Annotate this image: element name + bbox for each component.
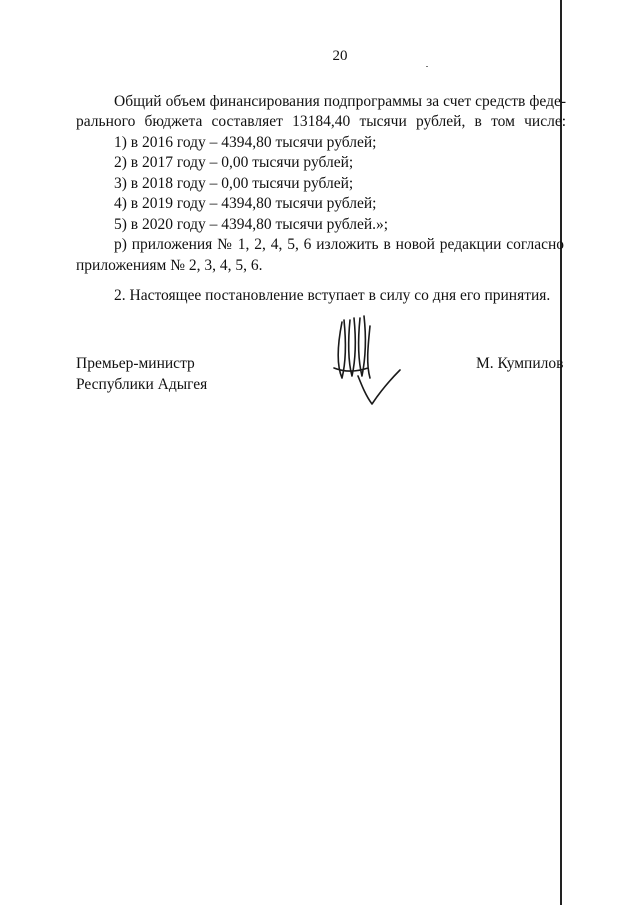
signer-position-line-1: Премьер-министр [76, 355, 195, 372]
paragraph-line-2: рального бюджета составляет 13184,40 тысячи рублей, в том числе: [76, 113, 566, 130]
list-item-2017: 2) в 2017 году – 0,00 тысячи рублей; [114, 154, 354, 171]
list-item-2016: 1) в 2016 году – 4394,80 тысячи рублей; [114, 134, 377, 151]
paragraph-effective-date: 2. Настоящее постановление вступает в силу со дня его принятия. [114, 287, 551, 304]
list-item-2019: 4) в 2019 году – 4394,80 тысячи рублей; [114, 195, 377, 212]
page-number: 20 [332, 48, 348, 64]
list-item-2018: 3) в 2018 году – 0,00 тысячи рублей; [114, 175, 354, 192]
paragraph-appendix-line-2: приложениям № 2, 3, 4, 5, 6. [76, 257, 263, 274]
signer-position [76, 354, 207, 395]
scan-speck [426, 66, 428, 67]
handwritten-signature [328, 312, 408, 408]
paragraph-appendix-line-1: р) приложения № 1, 2, 4, 5, 6 изложить в новой редакции согласно [114, 236, 564, 253]
list-item-2020: 5) в 2020 году – 4394,80 тысячи рублей.»; [114, 216, 389, 233]
signer-position-line-2: Республики Адыгея [76, 375, 208, 393]
signer-name: М. Кумпилов [476, 355, 564, 372]
paragraph-line-1: Общий объем финансирования подпрограммы за счет средств феде- [114, 93, 566, 110]
